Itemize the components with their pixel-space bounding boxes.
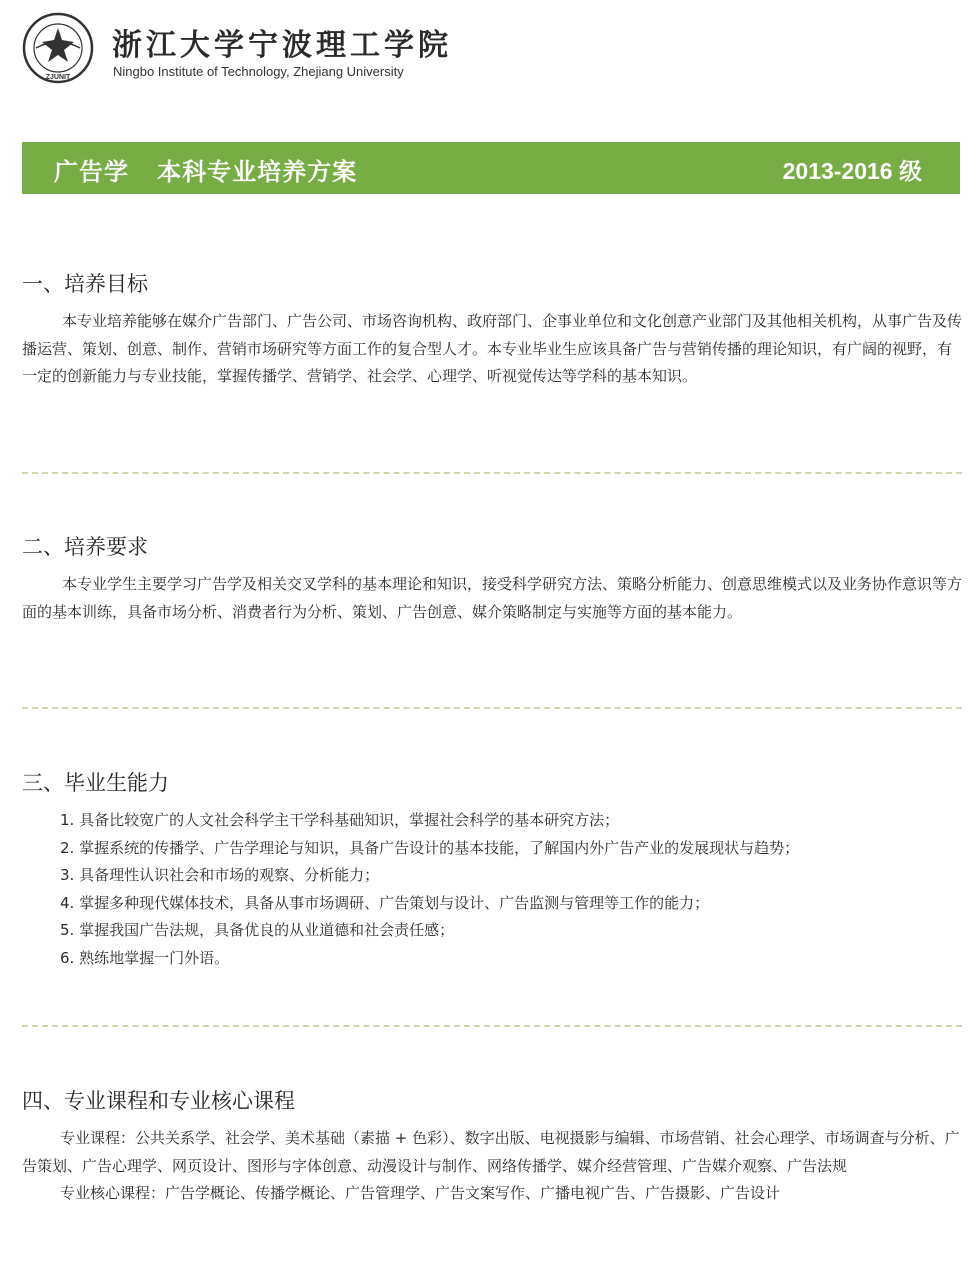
section-title: 三、毕业生能力 (22, 771, 169, 795)
school-logo-area (22, 12, 482, 92)
section-courses (22, 1087, 962, 1208)
list-item: 6. 熟练地掌握一门外语。 (60, 948, 230, 967)
school-name-cn: 浙江大学宁波理工学院 (112, 28, 452, 63)
section-objectives (22, 270, 962, 391)
school-name-en: Ningbo Institute of Technology, Zhejiang University (113, 64, 404, 79)
section-divider (22, 472, 962, 474)
list-item: 2. 掌握系统的传播学、广告学理论与知识，具备广告设计的基本技能，了解国内外广告产业的发展现状与趋势； (60, 838, 800, 857)
banner-title: 广告学 本科专业培养方案 (54, 158, 358, 186)
list-item: 4. 掌握多种现代媒体技术，具备从事市场调研、广告策划与设计、广告监测与管理等工作的能力； (60, 893, 710, 912)
course-list: 专业课程：公共关系学、社会学、美术基础（素描 + 色彩）、数字出版、电视摄影与编辑、市场营销、社会心理学、市场调查与分析、广告策划、广告心理学、网页设计、图形与字体创意、动漫设计与制作、网络传播学、媒介经营管理、广告媒介观察、广告法规 (22, 1129, 960, 1175)
section-body: 本专业培养能够在媒介广告部门、广告公司、市场咨询机构、政府部门、企事业单位和文化创意产业部门及其他相关机构，从事广告及传播运营、策划、创意、制作、营销市场研究等方面工作的复合型人才。本专业毕业生应该具备广告与营销传播的理论知识，有广阔的视野，有一定的创新能力与专业技能，掌握传播学、营销学、社会学、心理学、听视觉传达等学科的基本知识。 (22, 312, 963, 385)
abilities-list (22, 807, 962, 972)
school-seal-icon (22, 12, 94, 84)
list-item: 1. 具备比较宽广的人文社会科学主干学科基础知识，掌握社会科学的基本研究方法； (60, 811, 620, 829)
section-requirements (22, 533, 962, 626)
section-title: 二、培养要求 (22, 535, 148, 559)
core-course-list: 专业核心课程：广告学概论、传播学概论、广告管理学、广告文案写作、广播电视广告、广告摄影、广告设计 (60, 1184, 781, 1202)
section-divider (22, 1025, 962, 1027)
section-body: 本专业学生主要学习广告学及相关交叉学科的基本理论和知识，接受科学研究方法、策略分析能力、创意思维模式以及业务协作意识等方面的基本训练，具备市场分析、消费者行为分析、策划、广告创意、媒介策略制定与实施等方面的基本能力。 (22, 575, 963, 621)
banner-year: 2013-2016 级 (782, 158, 922, 184)
section-divider (22, 707, 962, 709)
section-title: 四、专业课程和专业核心课程 (22, 1089, 295, 1113)
program-banner (22, 142, 960, 194)
seal-text: ZJUNIT (45, 74, 71, 81)
section-abilities (22, 769, 962, 972)
section-title: 一、培养目标 (22, 272, 148, 296)
list-item: 5. 掌握我国广告法规，具备优良的从业道德和社会责任感； (60, 921, 455, 939)
list-item: 3. 具备理性认识社会和市场的观察、分析能力； (60, 866, 380, 884)
